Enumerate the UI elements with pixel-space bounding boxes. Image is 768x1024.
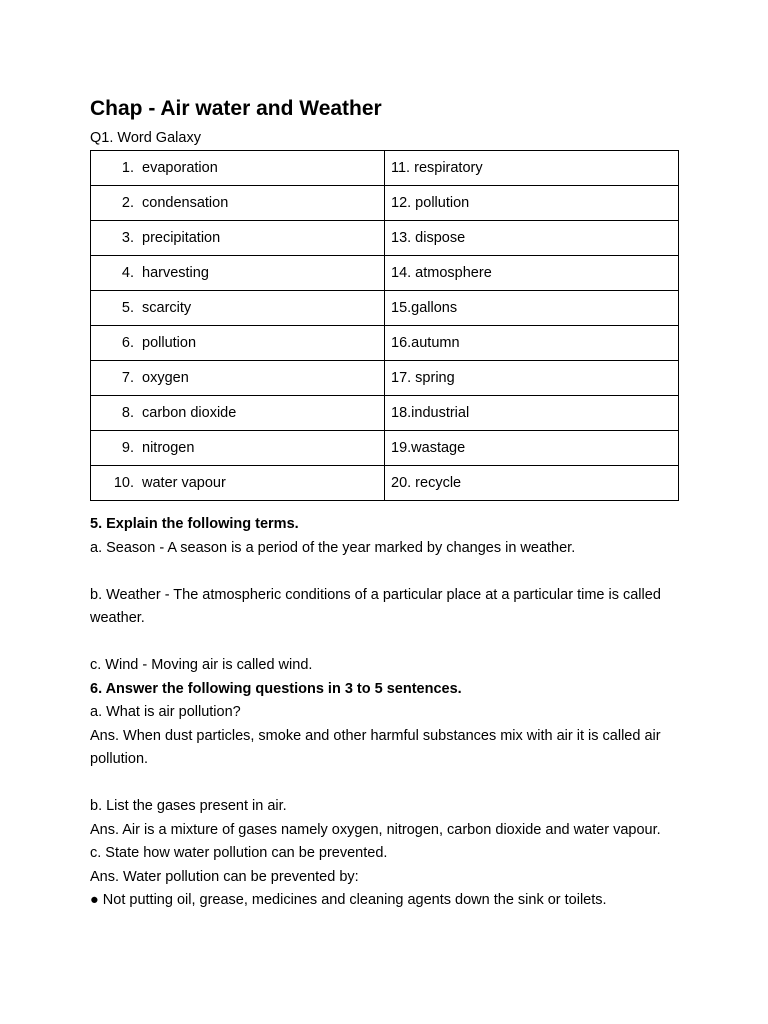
word-number: 7. xyxy=(121,370,134,386)
paragraph-gap xyxy=(90,560,680,584)
word-text: 16.autumn xyxy=(391,335,460,351)
question-5-heading: 5. Explain the following terms. xyxy=(90,516,299,532)
answers-section xyxy=(90,513,680,913)
word-text: water vapour xyxy=(142,475,226,491)
answer-6a: Ans. When dust particles, smoke and other harmful substances mix with air it is called air pollution. xyxy=(90,727,661,767)
table-cell xyxy=(91,256,385,291)
word-text: harvesting xyxy=(142,265,209,281)
table-row xyxy=(91,256,679,291)
table-cell xyxy=(385,466,679,501)
word-number: 9. xyxy=(121,440,134,456)
table-row xyxy=(91,396,679,431)
word-number: 2. xyxy=(121,195,134,211)
word-text: condensation xyxy=(142,195,229,211)
question-1-label: Q1. Word Galaxy xyxy=(90,130,201,146)
paragraph-gap xyxy=(90,631,680,655)
table-cell xyxy=(385,361,679,396)
table-cell xyxy=(91,361,385,396)
table-row xyxy=(91,291,679,326)
table-row xyxy=(91,431,679,466)
word-text: precipitation xyxy=(142,230,221,246)
word-text: 11. respiratory xyxy=(391,160,483,176)
table-row xyxy=(91,361,679,396)
table-cell xyxy=(385,291,679,326)
table-cell xyxy=(91,151,385,186)
question-6-heading: 6. Answer the following questions in 3 to 5 sentences. xyxy=(90,680,462,697)
chapter-title: Chap - Air water and Weather xyxy=(90,97,382,120)
word-text: 20. recycle xyxy=(391,475,462,491)
word-number: 3. xyxy=(121,230,134,246)
word-text: 13. dispose xyxy=(391,230,466,246)
answer-6b: Ans. Air is a mixture of gases namely oxygen, nitrogen, carbon dioxide and water vapour. xyxy=(90,821,661,838)
document-page xyxy=(90,95,680,913)
table-cell xyxy=(385,221,679,256)
table-cell xyxy=(91,431,385,466)
word-text: pollution xyxy=(142,335,197,351)
answer-6c: Ans. Water pollution can be prevented by: xyxy=(90,868,359,885)
table-row xyxy=(91,186,679,221)
question-6a: a. What is air pollution? xyxy=(90,704,241,720)
table-cell xyxy=(385,326,679,361)
word-text: oxygen xyxy=(142,370,189,386)
paragraph-gap xyxy=(90,772,680,796)
table-cell xyxy=(385,151,679,186)
table-row xyxy=(91,221,679,256)
question-6b: b. List the gases present in air. xyxy=(90,798,287,814)
table-cell xyxy=(385,256,679,291)
table-row xyxy=(91,466,679,501)
word-text: 14. atmosphere xyxy=(391,265,492,281)
word-text: 17. spring xyxy=(391,370,455,386)
word-text: 19.wastage xyxy=(391,440,466,456)
word-text: 12. pollution xyxy=(391,195,470,211)
word-text: nitrogen xyxy=(142,440,195,456)
word-number: 10. xyxy=(113,475,134,491)
word-text: scarcity xyxy=(142,300,192,316)
table-cell xyxy=(91,466,385,501)
question-6c: c. State how water pollution can be prevented. xyxy=(90,845,388,861)
table-row xyxy=(91,151,679,186)
table-cell xyxy=(385,186,679,221)
definition-season: a. Season - A season is a period of the year marked by changes in weather. xyxy=(90,539,576,556)
table-cell xyxy=(91,396,385,431)
definition-wind: c. Wind - Moving air is called wind. xyxy=(90,657,313,673)
definition-weather: b. Weather - The atmospheric conditions of a particular place at a particular time is called weather. xyxy=(90,586,661,626)
table-cell xyxy=(91,291,385,326)
word-galaxy-table xyxy=(90,150,679,501)
word-number: 1. xyxy=(121,160,134,176)
table-cell xyxy=(385,396,679,431)
word-text: carbon dioxide xyxy=(142,405,237,421)
table-cell xyxy=(385,431,679,466)
table-cell xyxy=(91,221,385,256)
table-cell xyxy=(91,326,385,361)
table-row xyxy=(91,326,679,361)
word-text: 18.industrial xyxy=(391,405,470,421)
word-text: 15.gallons xyxy=(391,300,458,316)
word-number: 5. xyxy=(121,300,134,316)
word-number: 8. xyxy=(121,405,134,421)
bullet-item: ● Not putting oil, grease, medicines and cleaning agents down the sink or toilets. xyxy=(90,892,607,908)
word-number: 6. xyxy=(121,335,134,351)
word-number: 4. xyxy=(121,265,134,281)
word-text: evaporation xyxy=(142,160,218,176)
table-cell xyxy=(91,186,385,221)
